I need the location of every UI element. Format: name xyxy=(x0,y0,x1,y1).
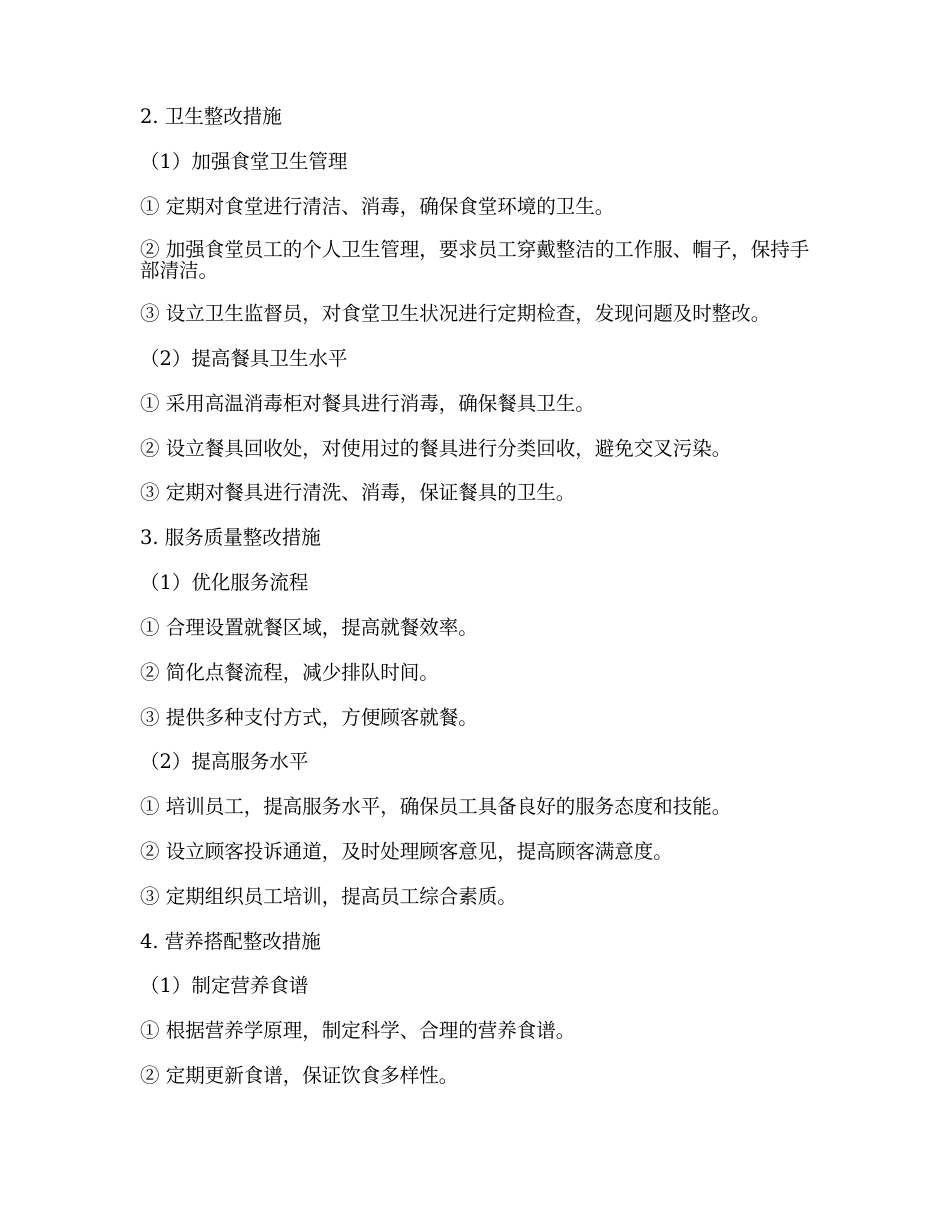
list-item: ③ 设立卫生监督员，对食堂卫生状况进行定期检查，发现问题及时整改。 xyxy=(140,302,771,326)
document-body xyxy=(140,106,820,1110)
list-item: ③ 定期对餐具进行清洗、消毒，保证餐具的卫生。 xyxy=(140,481,576,505)
list-item: ① 培训员工，提高服务水平，确保员工具备良好的服务态度和技能。 xyxy=(140,795,732,819)
subsection-heading: （1）优化服务流程 xyxy=(140,571,309,595)
subsection-heading: （2）提高餐具卫生水平 xyxy=(140,346,348,370)
subsection-heading: （1）加强食堂卫生管理 xyxy=(140,149,348,173)
list-item: ② 设立顾客投诉通道，及时处理顾客意见，提高顾客满意度。 xyxy=(140,840,673,863)
list-item: ③ 提供多种支付方式，方便顾客就餐。 xyxy=(140,705,478,729)
list-item: ① 根据营养学原理，制定科学、合理的营养食谱。 xyxy=(140,1019,576,1043)
section-heading-nutrition: 4. 营养搭配整改措施 xyxy=(140,929,321,953)
subsection-heading: （1）制定营养食谱 xyxy=(140,974,309,998)
list-item: ① 合理设置就餐区域，提高就餐效率。 xyxy=(140,615,478,639)
list-item: ② 定期更新食谱，保证饮食多样性。 xyxy=(140,1064,459,1088)
list-item: ① 定期对食堂进行清洁、消毒，确保食堂环境的卫生。 xyxy=(140,194,615,218)
list-item: ② 设立餐具回收处，对使用过的餐具进行分类回收，避免交叉污染。 xyxy=(140,436,732,460)
list-item: ③ 定期组织员工培训，提高员工综合素质。 xyxy=(140,884,517,908)
list-item: ② 简化点餐流程，减少排队时间。 xyxy=(140,660,439,684)
list-item: ① 采用高温消毒柜对餐具进行消毒，确保餐具卫生。 xyxy=(140,391,595,415)
section-heading-hygiene: 2. 卫生整改措施 xyxy=(140,105,282,128)
section-heading-service: 3. 服务质量整改措施 xyxy=(140,526,321,550)
subsection-heading: （2）提高服务水平 xyxy=(140,750,309,774)
list-item: ② 加强食堂员工的个人卫生管理，要求员工穿戴整洁的工作服、帽子，保持手部清洁。 xyxy=(140,238,810,282)
